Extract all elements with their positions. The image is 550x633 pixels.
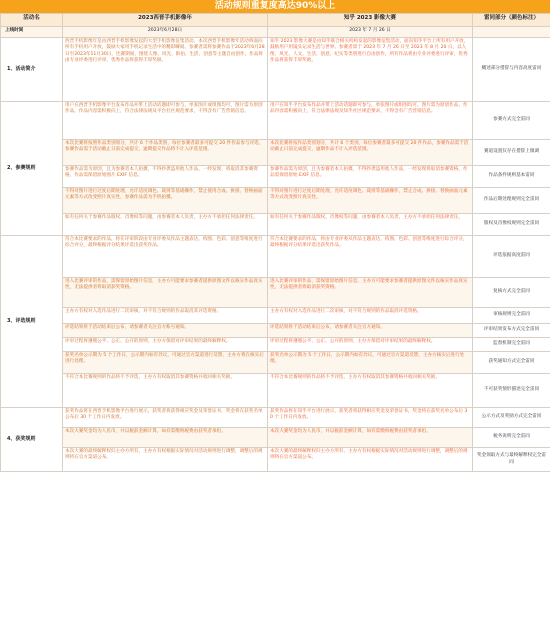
similarity-note: 版权及肖像权规则完全雷同 [473, 214, 550, 236]
date-a: 2023年6月28日 [63, 27, 268, 38]
section-title: 4、获奖规则 [1, 408, 63, 472]
header-event-b: 知乎 2023 影像大赛 [268, 14, 473, 27]
rule-text-a: 获奖作品将在西晋手机影像平台进行展示，获奖者将获得相应奖金及荣誉证书，奖金将在获奖名单公布后 30 个工作日内发放。 [63, 408, 268, 428]
table-row [1, 308, 550, 324]
rule-text-a: 进入比赛评审的作品，需保留原始图片信息，主办方可能要求参赛者提供原图文件以核实作品真实性，无法提供者将取消获奖资格。 [63, 278, 268, 308]
table-row [1, 374, 550, 408]
table-row [1, 188, 550, 214]
page-banner: 活动规则重复度高达90%以上 [0, 0, 550, 13]
rule-text-b: 主办方有权对入选作品进行二次审核，对不符合规则的作品取消评选资格。 [268, 308, 473, 324]
section-title: 2、参赛规则 [1, 102, 63, 236]
similarity-note: 监督机制完全雷同 [473, 338, 550, 352]
similarity-note: 赛道设置仅存在措辞上微调 [473, 140, 550, 166]
date-note [473, 27, 550, 38]
table-row [1, 166, 550, 188]
rule-text-b: 不得对图片进行过度后期处理，允许适度调色、裁剪等基础操作，禁止合成、拼接、替换画面元素等方式改变照片真实性。 [268, 188, 473, 214]
rule-text-a: 用户在西晋手机影像平台发布作品并带上活动话题即可参与，单张图片或组图均可，图片需为原创作品，作品内容需积极向上，符合法律法规及平台社区规范要求，不得含有广告营销信息。 [63, 102, 268, 140]
rule-text-b: 进入比赛评审的作品，需保留原始图片信息，主办方可能要求参赛者提供原图文件以核实作品真实性，无法提供者将取消获奖资格。 [268, 278, 473, 308]
similarity-note: 评选依据高度雷同 [473, 236, 550, 278]
similarity-note: 获奖通知方式完全雷同 [473, 352, 550, 374]
table-row [1, 278, 550, 308]
table-row [1, 140, 550, 166]
similarity-note: 奖金领取方式与最终解释权完全雷同 [473, 448, 550, 472]
table-row [1, 236, 550, 278]
rule-text-a: 本次大赛的最终解释权归主办方所有，主办方有权根据实际情况对活动规则进行调整，调整后的规则将在官方渠道公布。 [63, 448, 268, 472]
rule-text-a: 获奖名单公示期为 5 个工作日，公示期内如有异议，可通过官方渠道进行反馈，主办方将在核实后进行处理。 [63, 352, 268, 374]
similarity-note: 税务说明完全雷同 [473, 428, 550, 448]
date-label: 上线时间 [1, 27, 63, 38]
rule-text-a: 参赛作品需为原创，且为参赛者本人拍摄，不得抄袭盗用他人作品，一经发现，将取消其参赛资格。作品需保留原始图片 EXIF 信息。 [63, 166, 268, 188]
header-similarity: 雷同部分（颜色标注） [473, 14, 550, 27]
rule-text-a: 评选结果将于活动结束后公布，请参赛者关注官方账号通知。 [63, 324, 268, 338]
rule-text-b: 本次比赛将按作品类别划分，共计 6 个类别，每位参赛者最多可提交 20 件作品，参赛作品需于活动截止日前完成提交，逾期作品不计入评选范围。 [268, 140, 473, 166]
rule-text-b: 符合本比赛要求的作品，将由专业评委从作品主题表达、构图、色彩、创意等维度进行综合评分，最终根据评分结果评选出获奖作品。 [268, 236, 473, 278]
similarity-note: 审核规则完全雷同 [473, 308, 550, 324]
table-header-row [1, 14, 550, 27]
similarity-note: 作品后期处理规则完全雷同 [473, 188, 550, 214]
date-row [1, 27, 550, 38]
similarity-note: 概述部分措辞与内容高度雷同 [473, 38, 550, 102]
header-event-a: 2023西晋手机影像年 [63, 14, 268, 27]
similarity-note: 作品条件规则基本雷同 [473, 166, 550, 188]
table-row [1, 102, 550, 140]
rule-text-a: 主办方有权对入选作品进行二次审核，对不符合规则的作品取消其评选资格。 [63, 308, 268, 324]
rule-text-a: 不得对图片进行过度后期处理，允许适度调色、裁剪等基础操作，禁止使用合成、拼接、替换画面元素等方式改变照片真实性，参赛作品需为手机拍摄。 [63, 188, 268, 214]
table-row [1, 38, 550, 102]
date-b: 2023 年 7 月 26 日 [268, 27, 473, 38]
section-title: 1、活动简介 [1, 38, 63, 102]
rule-text-a: 评审过程将遵循公平、公正、公开的原则，主办方保留对评审结果的最终解释权。 [63, 338, 268, 352]
table-row [1, 352, 550, 374]
rule-text-b: 评选结果将于活动结束后公布，请参赛者关注官方通知。 [268, 324, 473, 338]
rule-text-a: 不符合本比赛规则的作品将不予评选，主办方有权取消其参赛资格并收回相关奖励。 [63, 374, 268, 408]
rule-text-b: 本次大赛的最终解释权归主办方所有，主办方有权根据实际情况对活动规则进行调整，调整后的规则将在官方渠道公布。 [268, 448, 473, 472]
rule-text-b: 获奖作品将在知乎平台进行展示，获奖者将获得相应奖金及荣誉证书，奖金将在获奖名单公布后 30 个工作日内发放。 [268, 408, 473, 428]
similarity-note: 不可获奖情形描述完全雷同 [473, 374, 550, 408]
rule-text-b: 获奖名单公示期为 5 个工作日，公示期内如有异议，可通过官方渠道反馈，主办方核实后进行处理。 [268, 352, 473, 374]
rule-text-a: 西晋手机影像年是由西晋手机影像发起的大型手机影像征集活动。本次西晋手机影像年活动将面向所有手机用户开放，鼓励大家用手机记录生活中的精彩瞬间。参赛者需将参赛作品于2023年6月28日至2023年11月30日，比赛期间，围绕人像、风光、街拍、生活、创意等主题自由创作，作品将由专业评委进行评审，优秀作品将获得丰厚奖励。 [63, 38, 268, 102]
rule-text-b: 本次大赛奖金均为人民币，并以税前金额计算，如有需缴纳税费由获奖者承担。 [268, 428, 473, 448]
table-row [1, 448, 550, 472]
similarity-note: 公示方式及奖励方式完全雷同 [473, 408, 550, 428]
section-title: 3、评选规则 [1, 236, 63, 408]
rule-text-a: 本次大赛奖金均为人民币，并以税前金额计算，如有需缴纳税费由获奖者承担。 [63, 428, 268, 448]
comparison-table [0, 13, 550, 472]
rule-text-a: 本次比赛将按照作品类别划分，共计 6 个作品类别，每位参赛者最多可提交 20 件作品参与评选，参赛作品需于活动截止日前完成提交，逾期提交作品将不计入评选范围。 [63, 140, 268, 166]
header-activity: 活动名 [1, 14, 63, 27]
table-row [1, 428, 550, 448]
rule-text-a: 符合本比赛要求的作品，将在评审阶段由专业评委从作品主题表达、构图、色彩、创意等维度进行综合评分，最终根据评分结果评选出获奖作品。 [63, 236, 268, 278]
rule-text-b: 评审过程将遵循公平、公正、公开的原则，主办方保留对评审结果的最终解释权。 [268, 338, 473, 352]
rule-text-b: 如有任何关于参赛作品版权、肖像权等问题，由参赛者本人负责，主办方不承担任何法律责任。 [268, 214, 473, 236]
table-row [1, 324, 550, 338]
similarity-note: 复核方式完全雷同 [473, 278, 550, 308]
similarity-note: 评审结果发布方式完全雷同 [473, 324, 550, 338]
table-row [1, 408, 550, 428]
rule-text-b: 用户在知乎平台发布作品并带上活动话题即可参与，单张图片或组图均可，图片需为原创作品，作品内容需积极向上，符合法律法规及知乎社区规范要求，不得含有广告营销信息。 [268, 102, 473, 140]
rule-text-b: 不符合本比赛规则的作品将不予评选，主办方有权取消其参赛资格并收回相关奖励。 [268, 374, 473, 408]
table-row [1, 214, 550, 236]
rule-text-b: 知乎 2023 影像大赛是由知乎联合相关机构发起的影像征集活动，面向知乎平台上所有用户开放，鼓励用户用镜头记录生活与世界。参赛者需于 2023 年 7 月 26 日至 2023 年 8 月 20 日，以人像、风光、人文、生活、创意、纪实等类别进行自由创作，所有作品将由专业评委进行评审，优秀作品将获得丰厚奖励。 [268, 38, 473, 102]
table-row [1, 338, 550, 352]
rule-text-b: 参赛作品需为原创，且为参赛者本人拍摄，不得抄袭盗用他人作品，一经发现将取消参赛资格。作品需保留原始 EXIF 信息。 [268, 166, 473, 188]
rule-text-a: 如有任何关于参赛作品版权、肖像权等问题，由参赛者本人负责，主办方不承担任何法律责任。 [63, 214, 268, 236]
similarity-note: 参赛方式完全雷同 [473, 102, 550, 140]
